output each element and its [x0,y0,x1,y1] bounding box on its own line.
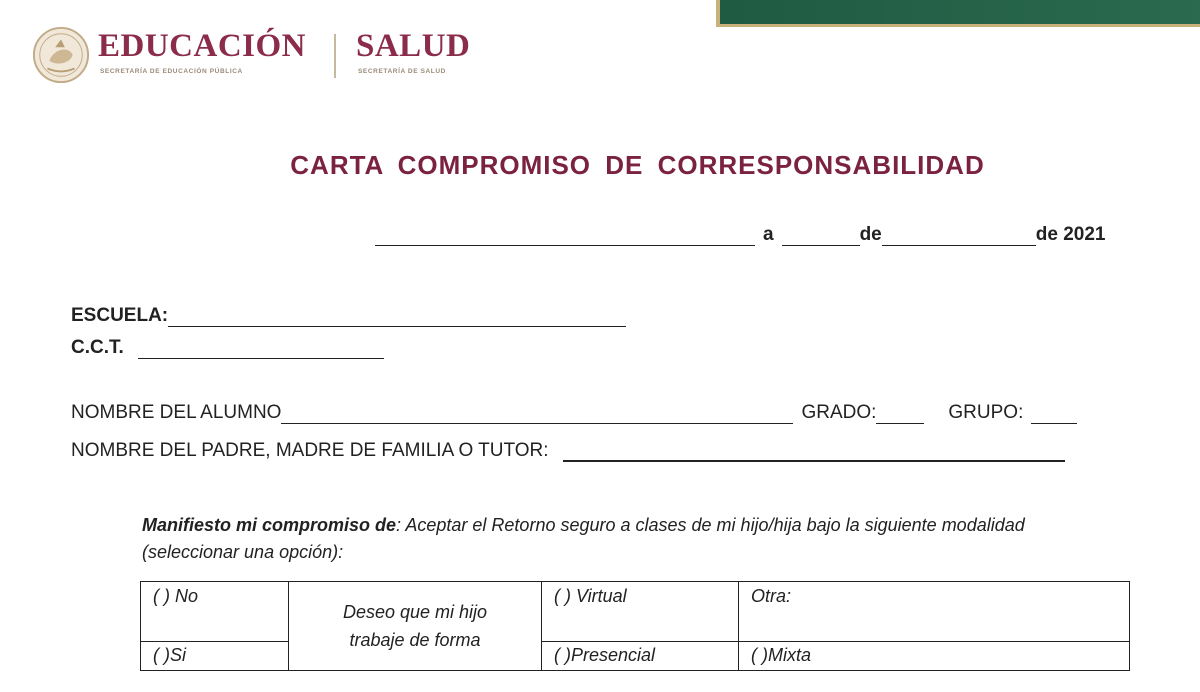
month-blank[interactable] [882,227,1036,246]
modality-options-table [140,581,1130,671]
option-virtual-label: ( ) Virtual [554,586,627,606]
brand-divider [334,34,336,78]
cct-field [71,337,384,359]
manifiesto-lead: Manifiesto mi compromiso de [142,515,397,535]
alumno-label: NOMBRE DEL ALUMNO [71,402,282,423]
alumno-blank[interactable] [281,405,793,424]
escuela-field [71,305,626,327]
grupo-label: GRUPO: [948,402,1024,423]
brand-salud: SALUD [356,28,471,64]
brand-salud-subtitle: SECRETARÍA DE SALUD [358,68,446,75]
escuela-blank[interactable] [168,308,626,327]
option-no-cell[interactable] [141,582,289,642]
day-blank[interactable] [782,227,860,246]
option-si-cell[interactable] [141,642,289,671]
manifiesto-paragraph [142,512,1102,566]
manifiesto-text: : Aceptar el Retorno seguro a clases de mi hijo/hija bajo la siguiente modalidad (seleccionar una opción): [142,515,1025,562]
option-otra-cell[interactable] [739,582,1130,642]
grado-blank[interactable] [876,405,924,424]
option-otra-label: Otra: [751,586,792,606]
brand-educacion-subtitle: SECRETARÍA DE EDUCACIÓN PÚBLICA [100,68,243,75]
middle-cell [289,582,542,671]
document-title: CARTA COMPROMISO DE CORRESPONSABILIDAD [290,150,985,180]
alumno-field [71,402,1077,424]
option-virtual-cell[interactable] [542,582,739,642]
option-si-label: ( )Si [153,645,186,665]
date-line [375,224,1106,246]
national-seal-icon [32,26,90,84]
cct-blank[interactable] [138,340,384,359]
place-blank[interactable] [375,227,755,246]
option-mixta-label: ( )Mixta [751,645,811,665]
date-de-label: de [859,224,882,245]
brand-educacion: EDUCACIÓN [98,28,307,64]
date-year-label: de 2021 [1035,224,1106,245]
option-presencial-cell[interactable] [542,642,739,671]
escuela-label: ESCUELA: [71,305,169,326]
date-a-label: a [763,224,774,245]
padre-label: NOMBRE DEL PADRE, MADRE DE FAMILIA O TUTOR: [71,440,549,461]
padre-blank[interactable] [563,442,1065,462]
grado-label: GRADO: [801,402,877,423]
padre-field [71,440,1065,462]
option-presencial-label: ( )Presencial [554,645,656,665]
header-green-band [716,0,1200,27]
cct-label: C.C.T. [71,337,124,358]
grupo-blank[interactable] [1031,405,1077,424]
option-mixta-cell[interactable] [739,642,1130,671]
middle-text: Deseo que mi hijo trabaje de forma [342,602,488,650]
option-no-label: ( ) No [153,586,198,606]
